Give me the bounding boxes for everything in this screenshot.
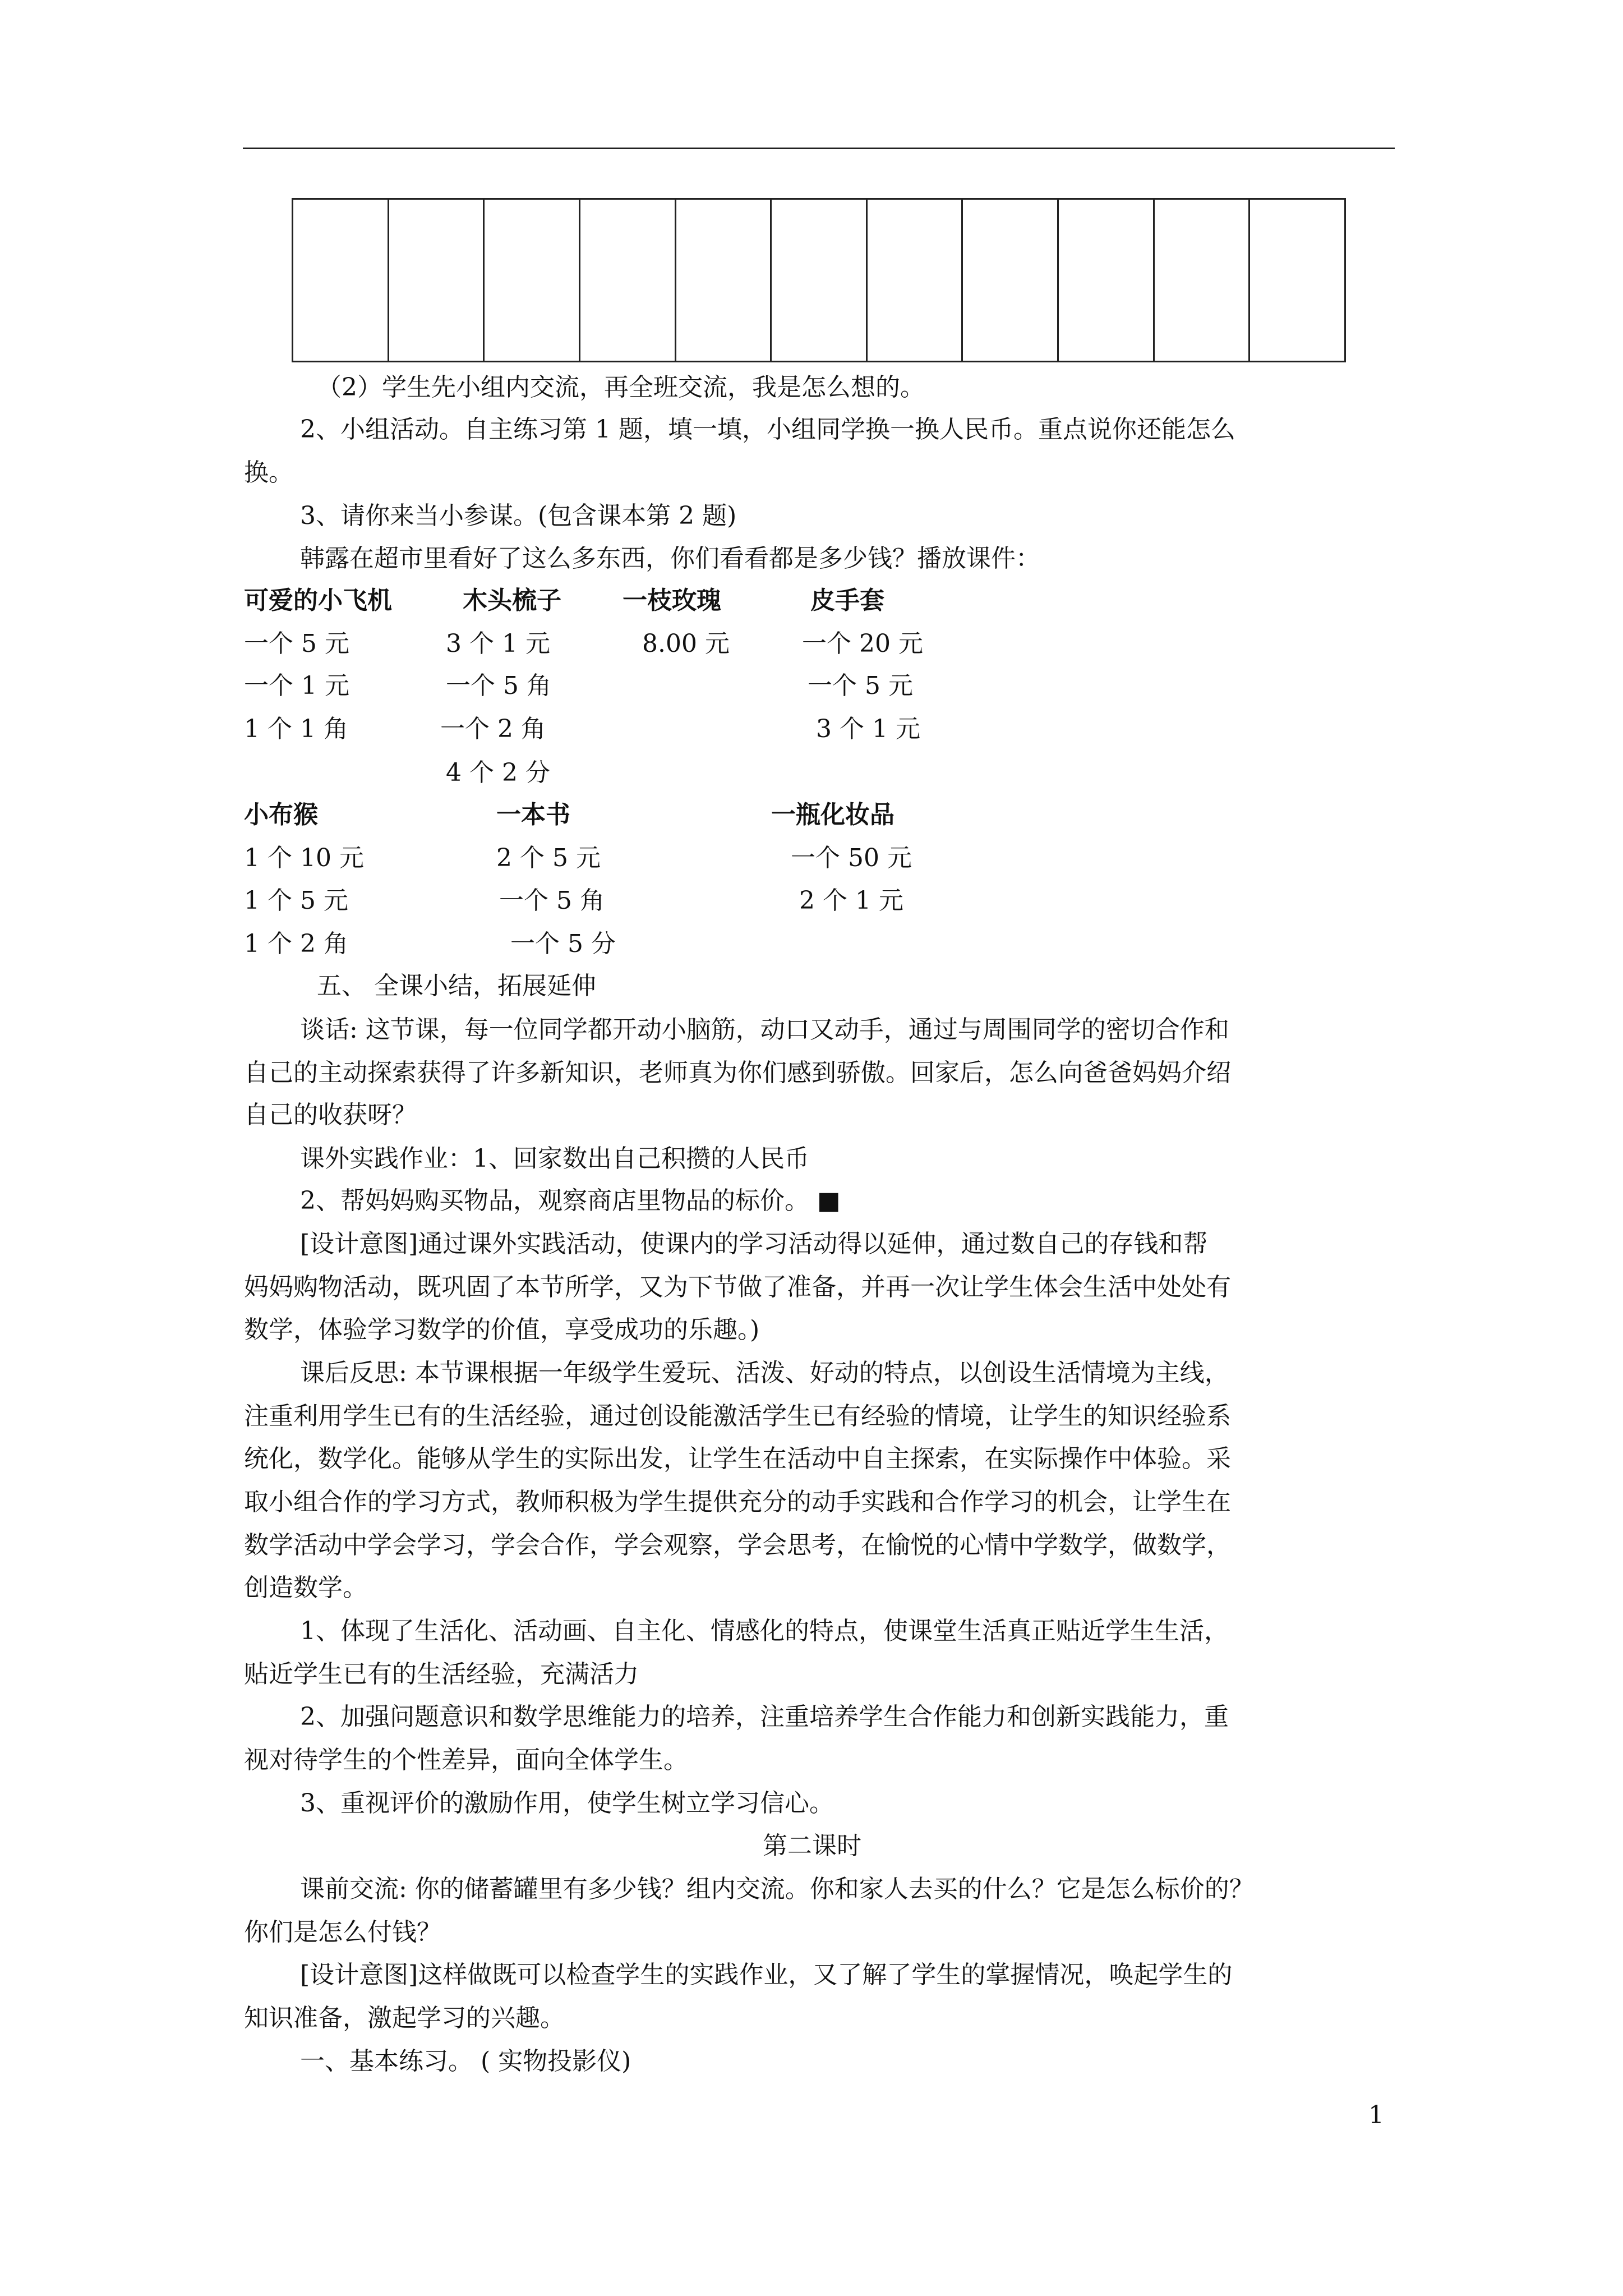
price-item: 一个 5 元 (808, 671, 913, 700)
price-item: 一个 2 角 (440, 715, 546, 743)
lesson-title: 第二课时 (763, 1832, 861, 1860)
price-item: 一个 5 元 (244, 629, 349, 658)
price-item: 1 个 2 角 (244, 930, 348, 958)
header-rule (243, 148, 1395, 149)
goods-header: 一枝玫瑰 (623, 586, 721, 615)
paragraph: 2、帮妈妈购买物品，观察商店里物品的标价。 ■ (300, 1186, 841, 1215)
paragraph: 2、加强问题意识和数学思维能力的培养，注重培养学生合作能力和创新实践能力，重 (300, 1703, 1229, 1731)
goods-header: 皮手套 (810, 586, 884, 615)
table-cell (484, 199, 580, 362)
paragraph: 注重利用学生已有的生活经验，通过创设能激活学生已有经验的情境，让学生的知识经验系 (244, 1402, 1231, 1430)
price-item: 2 个 5 元 (496, 844, 601, 872)
price-item: 一个 50 元 (791, 844, 912, 872)
table-cell (675, 199, 771, 362)
paragraph: 自己的主动探索获得了许多新知识，老师真为你们感到骄傲。回家后，怎么向爸爸妈妈介绍 (244, 1059, 1231, 1087)
section-heading: 五、 全课小结，拓展延伸 (317, 972, 596, 1000)
goods-header: 可爱的小飞机 (244, 586, 392, 615)
paragraph: 自己的收获呀？ (244, 1101, 417, 1129)
paragraph: 知识准备，激起学习的兴趣。 (244, 2004, 565, 2032)
paragraph: 韩露在超市里看好了这么多东西，你们看看都是多少钱？播放课件： (300, 544, 1040, 573)
paragraph: 谈话: 这节课，每一位同学都开动小脑筋，动口又动手，通过与周围同学的密切合作和 (300, 1015, 1229, 1044)
page-number: 1 (1368, 2101, 1384, 2129)
section-heading: 一、基本练习。 ( 实物投影仪) (300, 2047, 631, 2076)
paragraph: 3、重视评价的激励作用，使学生树立学习信心。 (300, 1789, 834, 1818)
table-cell (388, 199, 484, 362)
paragraph: 2、小组活动。自主练习第 1 题，填一填，小组同学换一换人民币。重点说你还能怎么 (300, 415, 1235, 444)
price-item: 8.00 元 (642, 629, 730, 658)
price-item: 一个 20 元 (802, 629, 923, 658)
paragraph: 课前交流: 你的储蓄罐里有多少钱？组内交流。你和家人去买的什么？它是怎么标价的？ (300, 1875, 1254, 1903)
price-item: 一个 5 分 (510, 930, 616, 958)
paragraph: （2）学生先小组内交流，再全班交流，我是怎么想的。 (317, 373, 925, 402)
paragraph: 统化，数学化。能够从学生的实际出发，让学生在活动中自主探索，在实际操作中体验。采 (244, 1444, 1231, 1473)
table-row (293, 199, 1345, 362)
table-cell (866, 199, 962, 362)
paragraph: 创造数学。 (244, 1573, 367, 1602)
price-item: 4 个 2 分 (446, 758, 550, 787)
table-cell (1154, 199, 1249, 362)
paragraph: 课后反思: 本节课根据一年级学生爱玩、活泼、好动的特点，以创设生活情境为主线， (300, 1359, 1229, 1387)
paragraph: 数学，体验学习数学的价值，享受成功的乐趣。) (244, 1315, 760, 1344)
paragraph: 妈妈购物活动，既巩固了本节所学，又为下节做了准备，并再一次让学生体会生活中处处有 (244, 1273, 1231, 1301)
price-item: 1 个 1 角 (244, 715, 348, 743)
price-item: 一个 5 角 (499, 886, 605, 915)
table-cell (579, 199, 675, 362)
price-item: 2 个 1 元 (799, 886, 903, 915)
table-cell (962, 199, 1058, 362)
paragraph: [设计意图]这样做既可以检查学生的实践作业，又了解了学生的掌握情况，唤起学生的 (300, 1961, 1233, 1989)
paragraph: 1、体现了生活化、活动画、自主化、情感化的特点，使课堂生活真正贴近学生生活， (300, 1617, 1229, 1645)
table-cell (293, 199, 389, 362)
goods-header: 木头梳子 (463, 586, 561, 615)
goods-header: 一本书 (496, 800, 570, 829)
paragraph: 3、请你来当小参谋。(包含课本第 2 题) (300, 501, 737, 530)
goods-header: 一瓶化妆品 (771, 800, 895, 829)
paragraph: 数学活动中学会学习，学会合作，学会观察，学会思考，在愉悦的心情中学数学，做数学， (244, 1531, 1231, 1559)
price-item: 1 个 5 元 (244, 886, 348, 915)
paragraph: 课外实践作业：1、回家数出自己积攒的人民币 (300, 1144, 809, 1173)
price-item: 一个 1 元 (244, 671, 349, 700)
price-item: 1 个 10 元 (244, 844, 364, 872)
paragraph: [设计意图]通过课外实践活动，使课内的学习活动得以延伸，通过数自己的存钱和帮 (300, 1230, 1208, 1258)
table-cell (1058, 199, 1154, 362)
paragraph: 视对待学生的个性差异，面向全体学生。 (244, 1746, 688, 1774)
price-item: 3 个 1 元 (446, 629, 550, 658)
table-cell (771, 199, 867, 362)
paragraph: 贴近学生已有的生活经验，充满活力 (244, 1660, 639, 1688)
paragraph: 取小组合作的学习方式，教师积极为学生提供充分的动手实践和合作学习的机会，让学生在 (244, 1488, 1231, 1516)
paragraph: 你们是怎么付钱？ (244, 1918, 441, 1947)
blank-table (292, 198, 1346, 362)
goods-header: 小布猴 (244, 800, 318, 829)
price-item: 3 个 1 元 (816, 715, 920, 743)
paragraph: 换。 (244, 458, 293, 487)
price-item: 一个 5 角 (446, 671, 551, 700)
table-cell (1249, 199, 1345, 362)
